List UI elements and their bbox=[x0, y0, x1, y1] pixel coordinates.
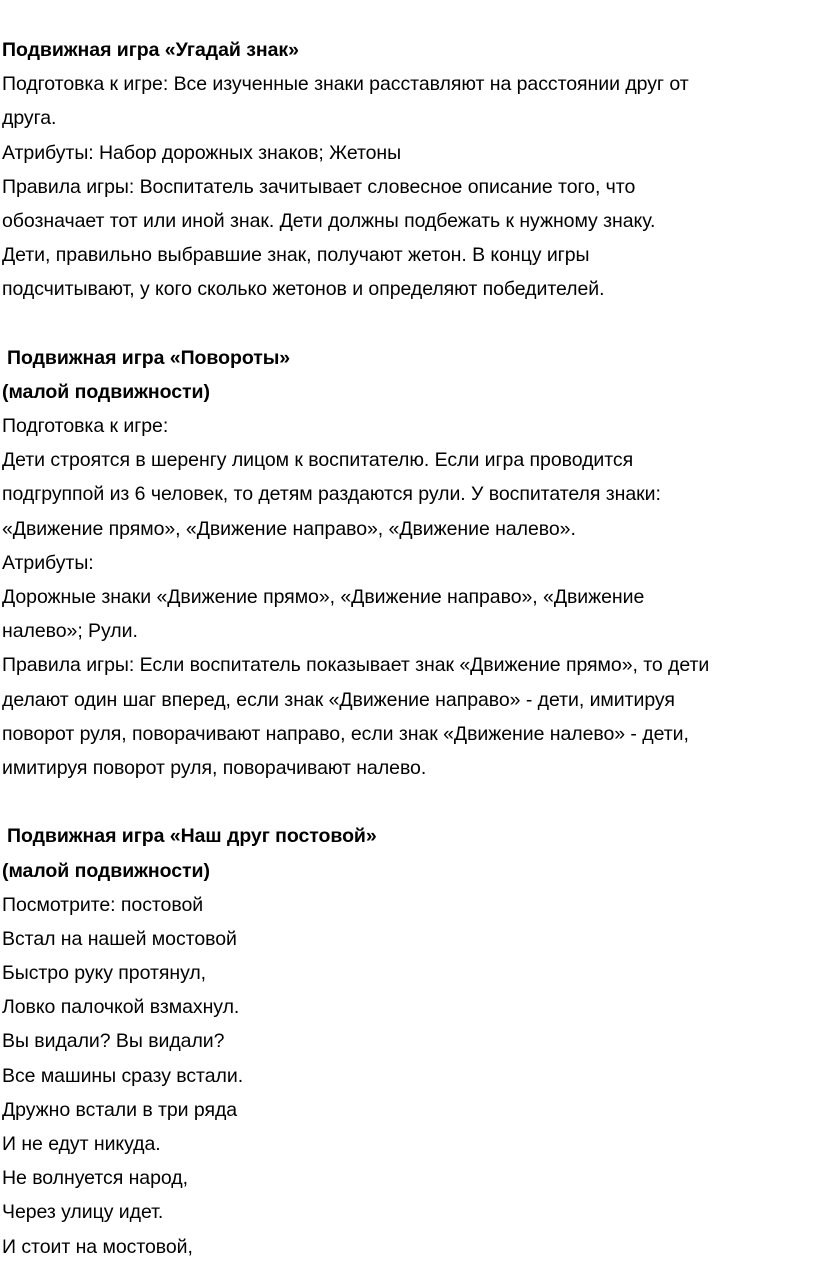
section-title: Подвижная игра «Повороты» bbox=[7, 346, 291, 369]
section-turns bbox=[2, 341, 812, 785]
poem-line: Быстро руку протянул, bbox=[2, 962, 207, 985]
poem-line: Встал на нашей мостовой bbox=[2, 927, 237, 950]
poem-line: Все машины сразу встали. bbox=[2, 1064, 244, 1087]
poem-line: Вы видали? Вы видали? bbox=[2, 1030, 225, 1053]
paragraph-line: Правила игры: Если воспитатель показывает знак «Движение прямо», то дети bbox=[2, 654, 710, 677]
paragraph-line: Дети, правильно выбравшие знак, получают жетон. В концу игры bbox=[2, 244, 590, 267]
paragraph-line: Правила игры: Воспитатель зачитывает словесное описание того, что bbox=[2, 175, 636, 198]
section-guess-sign bbox=[2, 33, 812, 307]
paragraph-line: делают один шаг вперед, если знак «Движение направо» - дети, имитируя bbox=[2, 688, 675, 711]
section-subtitle: (малой подвижности) bbox=[2, 859, 210, 882]
paragraph-line: подсчитывают, у кого сколько жетонов и определяют победителей. bbox=[2, 278, 605, 301]
poem-line: Не волнуется народ, bbox=[2, 1167, 188, 1190]
paragraph-line: Подготовка к игре: bbox=[2, 415, 169, 438]
paragraph-line: «Движение прямо», «Движение направо», «Движение налево». bbox=[2, 517, 576, 540]
poem-line: Ловко палочкой взмахнул. bbox=[2, 996, 240, 1019]
poem-line: Посмотрите: постовой bbox=[2, 893, 204, 916]
blank-line bbox=[2, 785, 812, 819]
paragraph-line: Подготовка к игре: Все изученные знаки расставляют на расстоянии друг от bbox=[2, 73, 689, 96]
section-title: Подвижная игра «Угадай знак» bbox=[2, 39, 299, 61]
paragraph-line: Дорожные знаки «Движение прямо», «Движение направо», «Движение bbox=[2, 586, 645, 608]
document-page bbox=[2, 33, 812, 1264]
paragraph-line: обозначает тот или иной знак. Дети должны подбежать к нужному знаку. bbox=[2, 209, 656, 232]
paragraph-line: друга. bbox=[2, 107, 57, 130]
poem-line: Через улицу идет. bbox=[2, 1201, 164, 1224]
paragraph-line: Атрибуты: Набор дорожных знаков; Жетоны bbox=[2, 141, 402, 164]
blank-line bbox=[2, 307, 812, 341]
section-our-friend-policeman bbox=[2, 819, 812, 1263]
paragraph-line: имитируя поворот руля, поворачивают налево. bbox=[2, 756, 427, 779]
paragraph-line: Дети строятся в шеренгу лицом к воспитателю. Если игра проводится bbox=[2, 449, 634, 472]
section-subtitle: (малой подвижности) bbox=[2, 380, 210, 403]
poem-line: И стоит на мостовой, bbox=[2, 1235, 193, 1258]
paragraph-line: Атрибуты: bbox=[2, 551, 94, 574]
paragraph-line: подгруппой из 6 человек, то детям раздаются рули. У воспитателя знаки: bbox=[2, 483, 661, 506]
paragraph-line: поворот руля, поворачивают направо, если знак «Движение налево» - дети, bbox=[2, 722, 689, 745]
paragraph-line: налево»; Рули. bbox=[2, 620, 138, 643]
poem-line: Дружно встали в три ряда bbox=[2, 1098, 238, 1121]
section-title: Подвижная игра «Наш друг постовой» bbox=[7, 825, 377, 848]
poem-line: И не едут никуда. bbox=[2, 1133, 161, 1155]
